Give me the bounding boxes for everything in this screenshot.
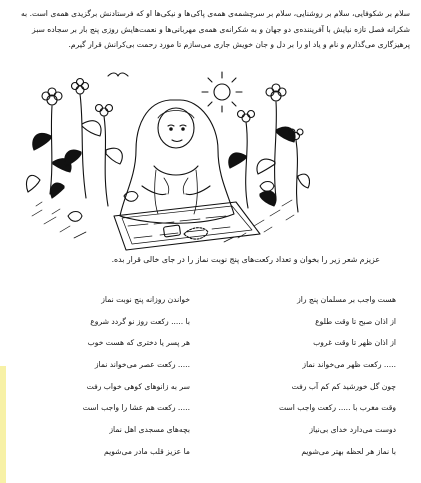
poem-verse: ..... رکعت هم عشا را واجب است [82,403,190,413]
poem-verse: از اذان ظهر تا وقت غروب [313,338,396,348]
flower-cluster-left [26,79,122,207]
poem-right-column [248,289,396,463]
poem-left-column [40,289,190,463]
poem-verse: سر به زانوهای کوهی خواب رفت [86,381,190,391]
poem-verse: خواندن روزانه پنج نوبت نماز [101,295,190,304]
prayer-rug [114,202,260,250]
poem-verse: ..... رکعت عصر می‌خواند نماز [94,360,190,370]
poem-verse: از اذان صبح تا وقت طلوع [315,316,396,326]
poem-verse: هر پسر یا دختری که هست خوب [87,338,190,348]
praying-girl-illustration [24,66,310,252]
poem-verse: وقت مغرب با ..... رکعت واجب است [278,403,396,413]
poem-verse: دوست می‌دارد خدای بی‌نیاز [309,425,396,435]
poem-verse: ما عزیز قلب مادر می‌شویم [104,446,190,456]
poem-verse: چون گل خورشید کم کم آب رفت [291,381,396,391]
poem-verse: بچه‌های مسجدی اهل نماز [109,425,190,435]
poem-verse: با نماز هر لحظه بهتر می‌شویم [301,446,396,456]
poem-verse: با ..... رکعت روز نو گردد شروع [90,316,190,326]
poem-verse: ..... رکعت ظهر می‌خواند نماز [302,360,396,370]
margin-strip [0,366,6,483]
grass-hatching [32,200,294,242]
flower-cluster-right [229,84,310,212]
sun-icon [202,72,242,112]
praying-girl-figure [120,100,234,223]
intro-paragraph: سلام بر شکوفایی، سلام بر روشنایی، سلام بر سرچشمه‌ی همه‌ی پاکی‌ها و نیکی‌ها او که فرستادنش برگزیدی همه‌ی است. به شکرانه فصل تازه نیایش با آفریننده‌ی دو جهان و به شکرانه‌ی همه‌ی مهربانی‌ها و نعمت‌هایش روزی پنج بار بر سجاده سبز پرهیزگاری می‌گذارم و نام و یاد او را بر دل و جان خویش جاری می‌سازم تا مورد رحمت بی‌کرانش قرار گیرم. [20,9,410,49]
poem-verse: هست واجب بر مسلمان پنج راز [297,295,396,304]
exercise-instruction: عزیزم شعر زیر را بخوان و تعداد رکعت‌های پنج نوبت نماز را در جای خالی قرار بده. [111,255,380,264]
